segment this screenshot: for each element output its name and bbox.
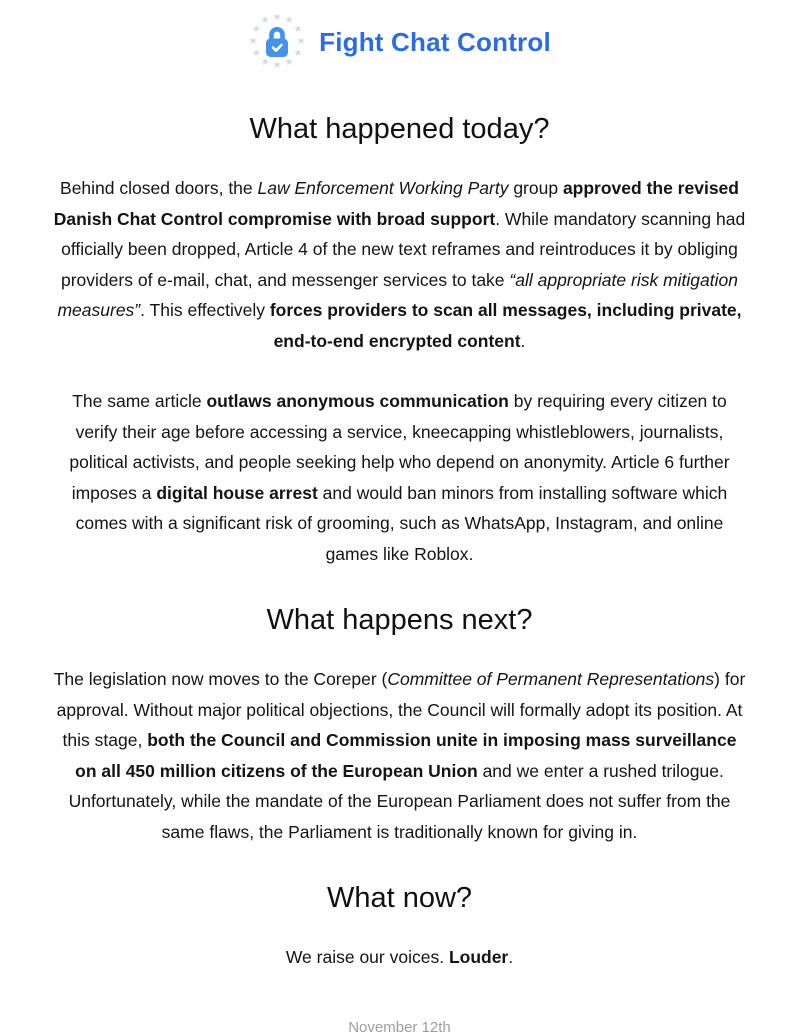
star-icon: ★ bbox=[251, 24, 261, 35]
text-segment: The legislation now moves to the Coreper ( bbox=[53, 669, 388, 689]
text-segment: . This effectively bbox=[140, 300, 270, 320]
paragraph bbox=[54, 386, 746, 569]
text-segment: We raise our voices. bbox=[285, 947, 449, 967]
text-segment: . bbox=[520, 330, 526, 351]
text-segment: and we enter a rushed trilogue. Unfortunately, while the mandate of the European Parliament does not suffer from the same flaws, the Parliament is traditionally known for giving in. bbox=[68, 760, 731, 842]
star-icon: ★ bbox=[251, 48, 261, 59]
paragraph bbox=[54, 664, 746, 847]
star-icon: ★ bbox=[293, 48, 303, 59]
text-segment: “all appropriate risk mitigation measures” bbox=[57, 269, 738, 320]
star-icon: ★ bbox=[260, 15, 270, 27]
text-segment: by requiring every citizen to verify their age before accessing a service, kneecapping whistleblowers, journalists, political activists, and people seeking help who depend on anonymity. Article 6 further imposes a bbox=[69, 391, 730, 503]
text-segment: ) for approval. Without major political objections, the Council will formally adopt its position. At this stage, bbox=[56, 669, 746, 750]
text-segment: Louder bbox=[448, 947, 509, 967]
text-segment: . While mandatory scanning had officially been dropped, Article 4 of the new text reframes and reintroduces it by obliging providers of e-mail, chat, and messenger services to take bbox=[61, 208, 746, 290]
article-content bbox=[54, 112, 746, 1036]
star-icon: ★ bbox=[272, 12, 282, 23]
text-segment: approved the revised Danish Chat Control compromise with broad support bbox=[53, 178, 739, 229]
site-header bbox=[0, 0, 799, 72]
footer-date: November 12th bbox=[348, 1018, 451, 1036]
paragraph bbox=[54, 942, 746, 973]
paragraph bbox=[54, 173, 746, 356]
text-segment: Committee of Permanent Representations bbox=[387, 669, 715, 689]
brand-title[interactable]: Fight Chat Control bbox=[319, 26, 551, 57]
text-segment: forces providers to scan all messages, including private, end-to-end encrypted content bbox=[269, 300, 742, 351]
star-icon: ★ bbox=[284, 56, 294, 68]
section-heading-what-happens-next: What happens next? bbox=[266, 604, 533, 636]
text-segment: and would ban minors from installing software which comes with a significant risk of grooming, such as WhatsApp, Instagram, and online games like Roblox. bbox=[75, 482, 728, 564]
star-icon: ★ bbox=[260, 56, 270, 68]
text-segment: outlaws anonymous communication bbox=[206, 391, 509, 411]
text-segment: Behind closed doors, the bbox=[60, 178, 258, 198]
text-segment: both the Council and Commission unite in imposing mass surveillance on all 450 million citizens of the European Union bbox=[75, 730, 737, 781]
brand-logo[interactable] bbox=[248, 13, 306, 71]
section-heading-what-now: What now? bbox=[326, 882, 473, 914]
text-segment: group bbox=[508, 178, 563, 198]
text-segment: The same article bbox=[72, 391, 207, 411]
text-segment: . bbox=[508, 947, 514, 967]
star-icon: ★ bbox=[248, 36, 258, 47]
star-icon: ★ bbox=[272, 60, 282, 71]
star-icon: ★ bbox=[296, 36, 306, 47]
text-segment: Law Enforcement Working Party bbox=[257, 178, 509, 198]
text-segment: digital house arrest bbox=[156, 482, 318, 503]
lock-check-icon bbox=[262, 25, 292, 59]
star-icon: ★ bbox=[284, 15, 294, 27]
section-heading-what-happened-today: What happened today? bbox=[249, 113, 550, 145]
star-icon: ★ bbox=[293, 24, 303, 35]
